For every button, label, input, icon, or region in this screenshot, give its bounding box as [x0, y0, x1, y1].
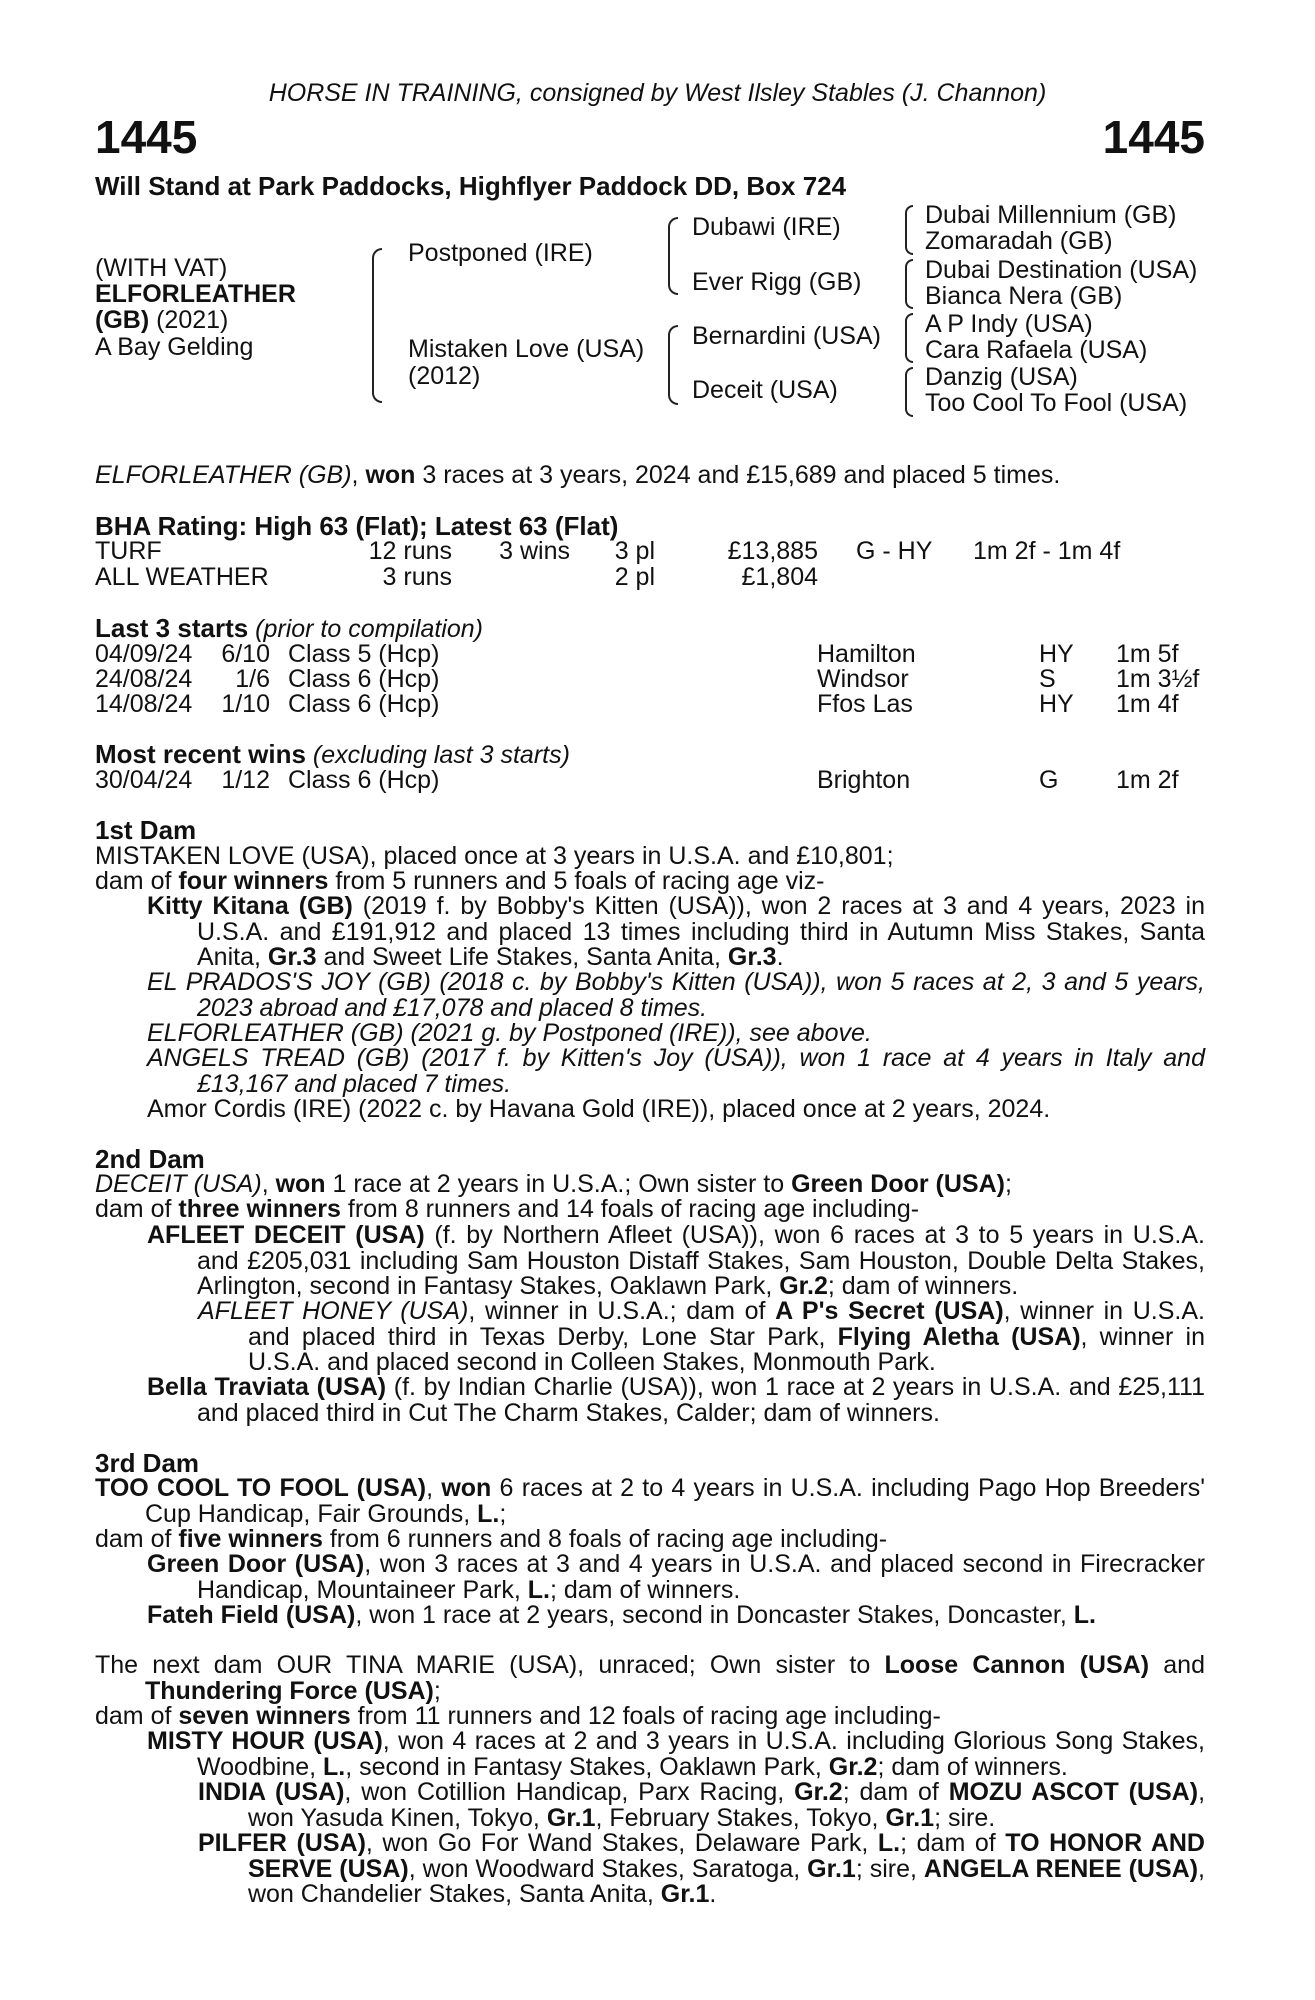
start-going: HY: [1039, 690, 1074, 718]
rating-going: G - HY: [856, 537, 933, 565]
win-course: Brighton: [817, 766, 911, 794]
granddam-4: Too Cool To Fool (USA): [925, 389, 1188, 417]
dam-brace: [668, 325, 678, 405]
rating-runs: 3 runs: [382, 563, 452, 591]
win-going: G: [1039, 766, 1059, 794]
granddam-2: Bianca Nera (GB): [925, 282, 1123, 310]
sire-dam: Ever Rigg (GB): [692, 268, 862, 296]
progeny-afleet-honey: AFLEET HONEY (USA), winner in U.S.A.; dam of A P's Secret (USA), winner in U.S.A. and placed third in Texas Derby, Lone Star Park, Flying Aletha (USA), winner in U.S.A. and placed second in Colleen Stakes, Monmouth Park.: [198, 1297, 1205, 1376]
sire-sire: Dubawi (IRE): [692, 213, 841, 241]
win-position: 1/12: [221, 766, 270, 794]
progeny-bella-traviata: Bella Traviata (USA) (f. by Indian Charlie (USA)), won 1 race at 2 years in U.S.A. and £25,111 and placed third in Cut The Charm Stakes, Calder; dam of winners.: [147, 1373, 1205, 1427]
grandsire-4: Danzig (USA): [925, 363, 1078, 391]
start-distance: 1m 4f: [1116, 690, 1179, 718]
race-summary: ELFORLEATHER (GB), won 3 races at 3 years, 2024 and £15,689 and placed 5 times.: [95, 461, 1061, 489]
first-dam-summary: dam of four winners from 5 runners and 5 foals of racing age viz-: [95, 867, 825, 895]
dam-year: (2012): [408, 362, 481, 390]
granddam-3: Cara Rafaela (USA): [925, 336, 1148, 364]
start-date: 14/08/24: [95, 690, 193, 718]
first-dam-heading: 1st Dam: [95, 815, 197, 845]
start-date: 24/08/24: [95, 665, 193, 693]
horse-description: A Bay Gelding: [95, 333, 254, 361]
next-dam-intro: The next dam OUR TINA MARIE (USA), unraced; Own sister to Loose Cannon (USA) and Thundering Force (USA);: [95, 1651, 1205, 1705]
grandsire-1: Dubai Millennium (GB): [925, 201, 1177, 229]
second-dam-heading: 2nd Dam: [95, 1144, 205, 1174]
start-class: Class 5 (Hcp): [288, 640, 440, 668]
g-brace-2: [905, 259, 913, 309]
start-position: 1/10: [221, 690, 270, 718]
stable-location: Will Stand at Park Paddocks, Highflyer Paddock DD, Box 724: [95, 171, 847, 201]
start-distance: 1m 3½f: [1116, 665, 1200, 693]
rating-surface: ALL WEATHER: [95, 563, 269, 591]
start-class: Class 6 (Hcp): [288, 665, 440, 693]
rating-earnings: £1,804: [741, 563, 818, 591]
horse-origin-year: (GB) (2021): [95, 306, 229, 334]
rating-earnings: £13,885: [727, 537, 818, 565]
progeny-pilfer: PILFER (USA), won Go For Wand Stakes, Delaware Park, L.; dam of TO HONOR AND SERVE (USA), won Woodward Stakes, Saratoga, Gr.1; sire, ANGELA RENEE (USA), won Chandelier Stakes, Santa Anita, Gr.1.: [198, 1829, 1205, 1908]
progeny-amor-cordis: Amor Cordis (IRE) (2022 c. by Havana Gold (IRE)), placed once at 2 years, 2024.: [147, 1095, 1051, 1123]
progeny-misty-hour: MISTY HOUR (USA), won 4 races at 2 and 3 years in U.S.A. including Glorious Song Stakes, Woodbine, L., second in Fantasy Stakes, Oaklawn Park, Gr.2; dam of winners.: [147, 1727, 1206, 1781]
pedigree-brace-main: [372, 248, 382, 403]
recent-wins-heading: Most recent wins (excluding last 3 starts): [95, 739, 570, 769]
lot-number-right: 1445: [1102, 111, 1205, 163]
lot-number-left: 1445: [95, 111, 198, 163]
start-position: 6/10: [221, 640, 270, 668]
rating-wins: 3 wins: [499, 537, 570, 565]
last-starts-heading: Last 3 starts (prior to compilation): [95, 613, 483, 643]
progeny-afleet-deceit: AFLEET DECEIT (USA) (f. by Northern Afleet (USA)), won 6 races at 3 to 5 years in U.S.A. and £205,031 including Sam Houston Distaff Stakes, Sam Houston, Double Delta Stakes, Arlington, second in Fantasy Stakes, Oaklawn Park, Gr.2; dam of winners.: [147, 1221, 1205, 1300]
vat-note: (WITH VAT): [95, 254, 228, 282]
start-position: 1/6: [235, 665, 270, 693]
second-dam-summary: dam of three winners from 8 runners and 14 foals of racing age including-: [95, 1195, 920, 1223]
rating-surface: TURF: [95, 537, 162, 565]
third-dam-heading: 3rd Dam: [95, 1448, 200, 1478]
dam-sire: Bernardini (USA): [692, 322, 881, 350]
dam-name: Mistaken Love (USA): [408, 335, 645, 363]
grandsire-3: A P Indy (USA): [925, 310, 1093, 338]
rating-runs: 12 runs: [368, 537, 452, 565]
start-going: HY: [1039, 640, 1074, 668]
bha-rating: BHA Rating: High 63 (Flat); Latest 63 (Flat): [95, 511, 619, 541]
g-brace-4: [905, 367, 913, 417]
progeny-kitty-kitana: Kitty Kitana (GB) (2019 f. by Bobby's Kitten (USA)), won 2 races at 3 and 4 years, 2023 in U.S.A. and £191,912 and placed 13 times including third in Autumn Miss Stakes, Santa Anita, Gr.3 and Sweet Life Stakes, Santa Anita, Gr.3.: [147, 892, 1206, 971]
progeny-green-door: Green Door (USA), won 3 races at 3 and 4 years in U.S.A. and placed second in Firecracker Handicap, Mountaineer Park, L.; dam of winners.: [147, 1550, 1205, 1604]
win-class: Class 6 (Hcp): [288, 766, 440, 794]
g-brace-3: [905, 313, 913, 363]
second-dam-intro: DECEIT (USA), won 1 race at 2 years in U.S.A.; Own sister to Green Door (USA);: [95, 1170, 1012, 1198]
third-dam-summary: dam of five winners from 6 runners and 8 foals of racing age including-: [95, 1525, 888, 1553]
granddam-1: Zomaradah (GB): [925, 227, 1113, 255]
win-distance: 1m 2f: [1116, 766, 1179, 794]
g-brace-1: [905, 205, 913, 255]
start-course: Ffos Las: [817, 690, 913, 718]
start-course: Windsor: [817, 665, 909, 693]
start-date: 04/09/24: [95, 640, 193, 668]
start-distance: 1m 5f: [1116, 640, 1179, 668]
sire-brace: [668, 217, 678, 295]
progeny-fateh-field: Fateh Field (USA), won 1 race at 2 years, second in Doncaster Stakes, Doncaster, L.: [147, 1601, 1096, 1629]
rating-placed: 2 pl: [614, 563, 655, 591]
horse-name: ELFORLEATHER: [95, 280, 296, 308]
third-dam-intro: TOO COOL TO FOOL (USA), won 6 races at 2 to 4 years in U.S.A. including Pago Hop Breeders' Cup Handicap, Fair Grounds, L.;: [95, 1474, 1205, 1528]
dam-dam: Deceit (USA): [692, 376, 838, 404]
start-course: Hamilton: [817, 640, 916, 668]
start-class: Class 6 (Hcp): [288, 690, 440, 718]
progeny-el-prados-joy: EL PRADOS'S JOY (GB) (2018 c. by Bobby's Kitten (USA)), won 5 races at 2, 3 and 5 years, 2023 abroad and £17,078 and placed 8 times.: [147, 968, 1205, 1022]
progeny-elforleather: ELFORLEATHER (GB) (2021 g. by Postponed (IRE)), see above.: [147, 1019, 872, 1047]
first-dam-intro: MISTAKEN LOVE (USA), placed once at 3 years in U.S.A. and £10,801;: [95, 842, 894, 870]
progeny-india: INDIA (USA), won Cotillion Handicap, Parx Racing, Gr.2; dam of MOZU ASCOT (USA), won Yasuda Kinen, Tokyo, Gr.1, February Stakes, Tokyo, Gr.1; sire.: [198, 1778, 1206, 1832]
progeny-angels-tread: ANGELS TREAD (GB) (2017 f. by Kitten's Joy (USA)), won 1 race at 4 years in Italy and £13,167 and placed 7 times.: [147, 1044, 1205, 1098]
start-going: S: [1039, 665, 1056, 693]
grandsire-2: Dubai Destination (USA): [925, 256, 1198, 284]
rating-distance: 1m 2f - 1m 4f: [973, 537, 1121, 565]
sire-name: Postponed (IRE): [408, 239, 593, 267]
win-date: 30/04/24: [95, 766, 193, 794]
next-dam-summary: dam of seven winners from 11 runners and 12 foals of racing age including-: [95, 1702, 941, 1730]
consignment-line: HORSE IN TRAINING, consigned by West Ilsley Stables (J. Channon): [268, 79, 1047, 107]
rating-placed: 3 pl: [614, 537, 655, 565]
